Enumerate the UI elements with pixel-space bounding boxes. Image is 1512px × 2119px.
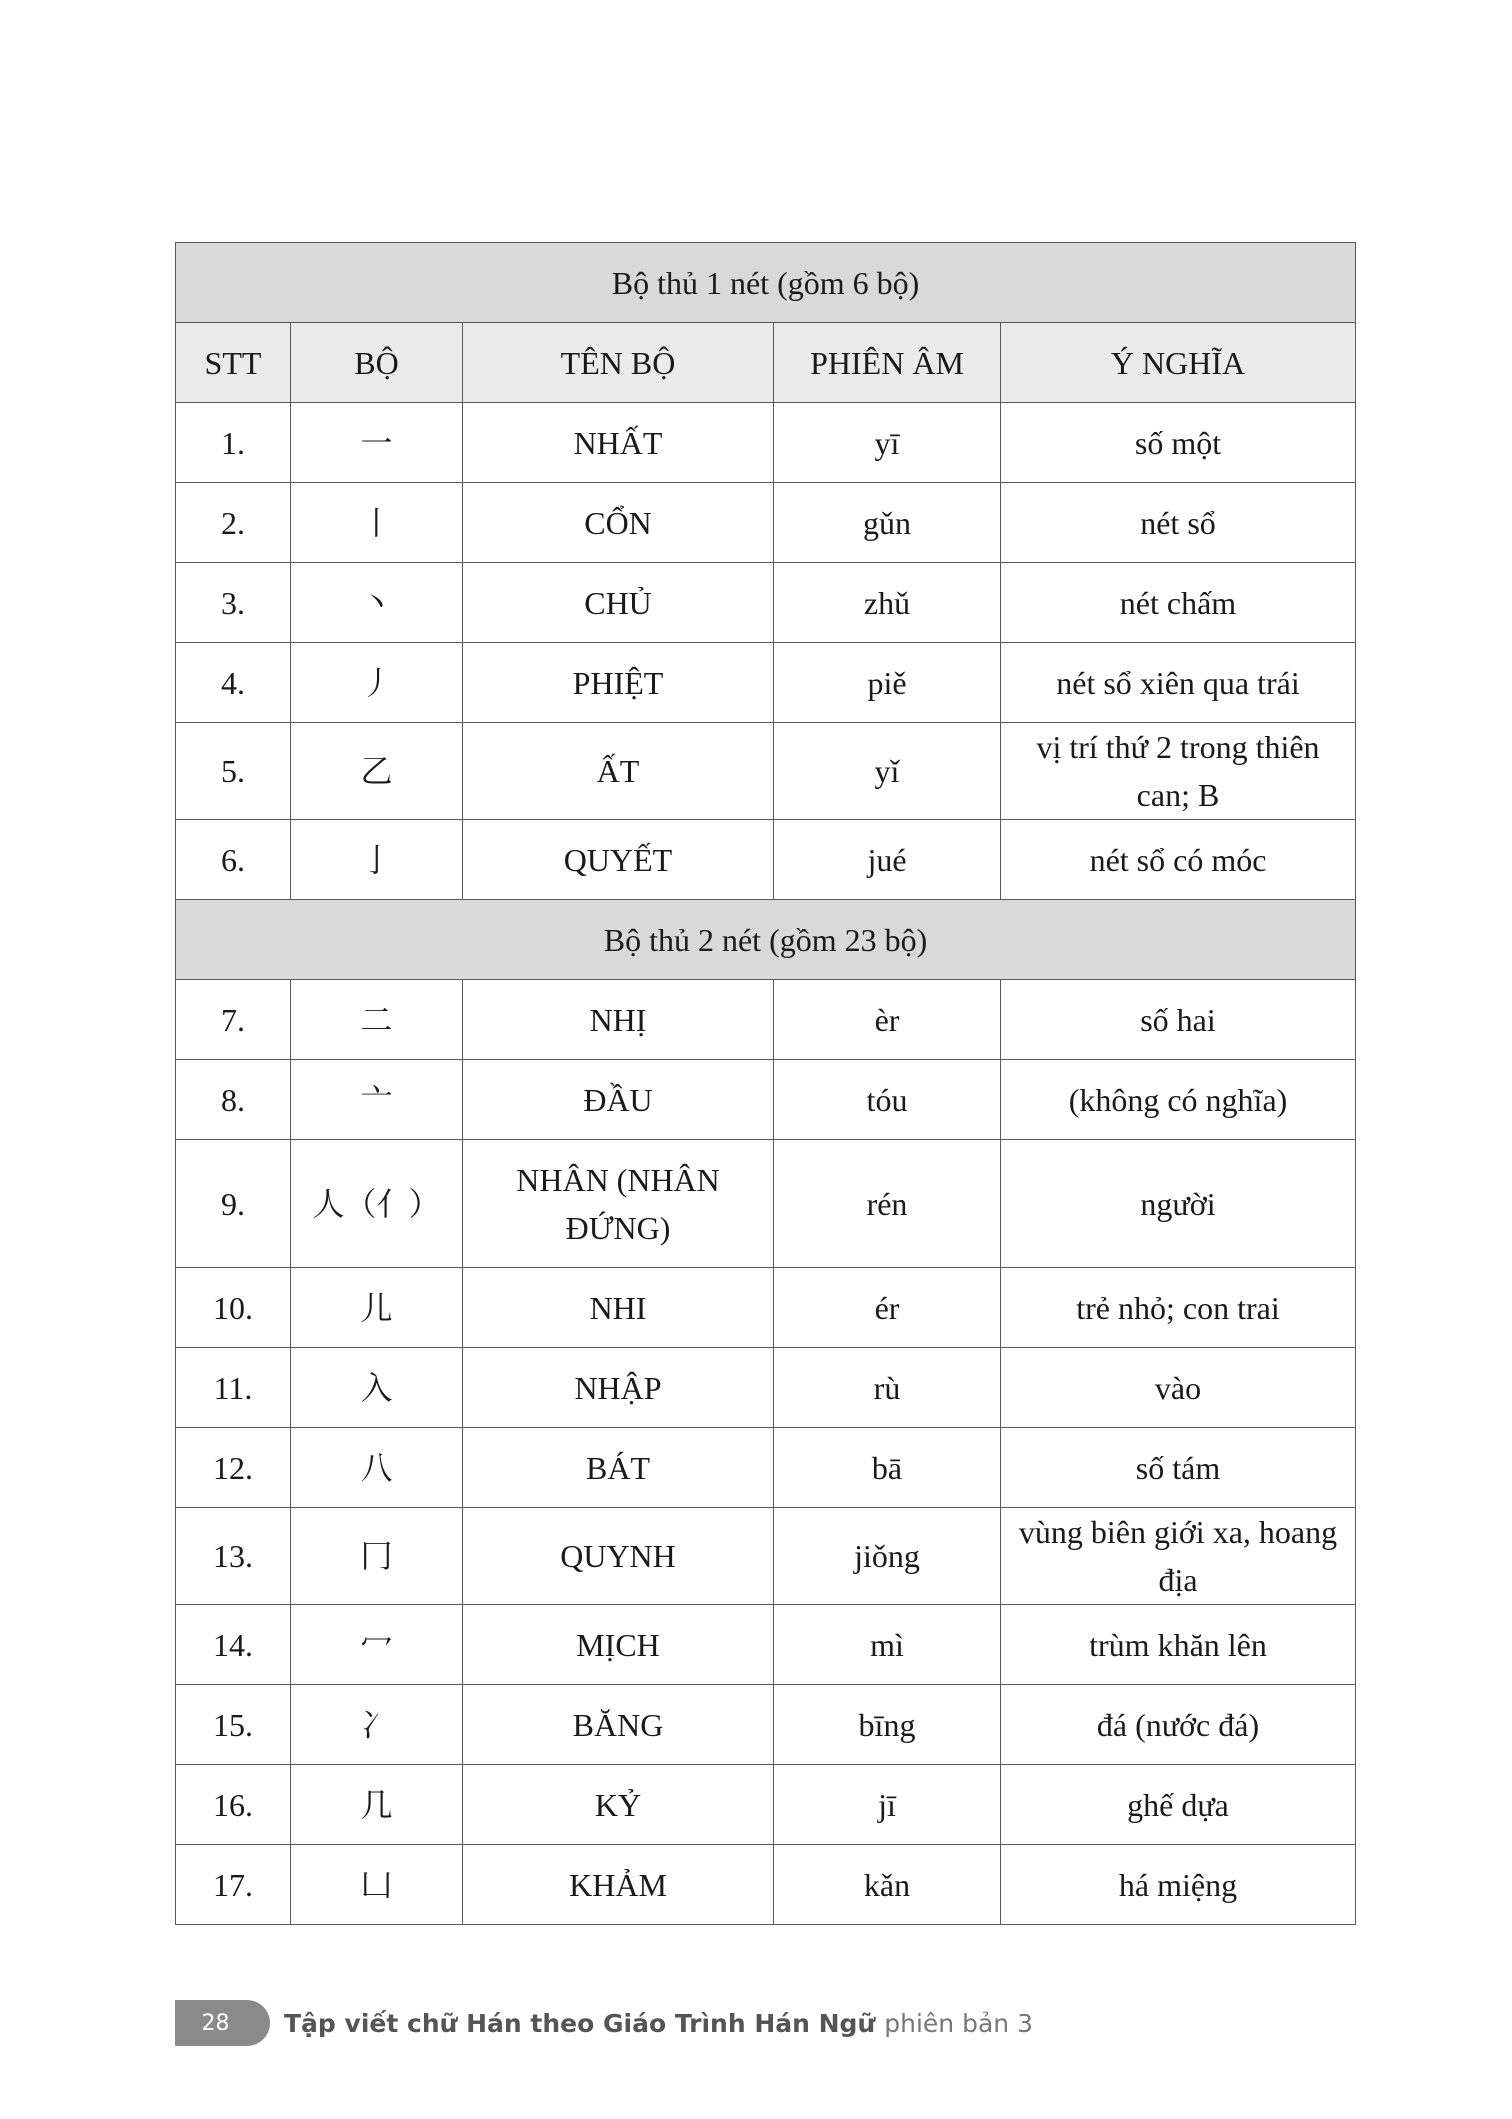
cell-name: PHIỆT <box>463 643 774 723</box>
cell-meaning: người <box>1001 1140 1356 1268</box>
cell-name: NHÂN (NHÂN ĐỨNG) <box>463 1140 774 1268</box>
cell-radical: 丿 <box>291 643 463 723</box>
cell-meaning: há miệng <box>1001 1845 1356 1925</box>
cell-pinyin: rén <box>774 1140 1001 1268</box>
cell-pinyin: bīng <box>774 1685 1001 1765</box>
cell-meaning: nét sổ <box>1001 483 1356 563</box>
cell-meaning: số một <box>1001 403 1356 483</box>
cell-stt: 10. <box>176 1268 291 1348</box>
cell-meaning: nét sổ có móc <box>1001 820 1356 900</box>
table-row <box>176 1428 1356 1508</box>
cell-radical: 丶 <box>291 563 463 643</box>
column-header-radical: BỘ <box>291 323 463 403</box>
table-row <box>176 563 1356 643</box>
cell-radical: 入 <box>291 1348 463 1428</box>
cell-name: NHẬP <box>463 1348 774 1428</box>
cell-pinyin: kǎn <box>774 1845 1001 1925</box>
cell-meaning: (không có nghĩa) <box>1001 1060 1356 1140</box>
table-row <box>176 1140 1356 1268</box>
cell-stt: 6. <box>176 820 291 900</box>
cell-name: NHỊ <box>463 980 774 1060</box>
cell-stt: 11. <box>176 1348 291 1428</box>
cell-name: BÁT <box>463 1428 774 1508</box>
cell-radical: 冖 <box>291 1605 463 1685</box>
cell-name: CỔN <box>463 483 774 563</box>
cell-pinyin: jué <box>774 820 1001 900</box>
table-row <box>176 483 1356 563</box>
column-header-meaning: Ý NGHĨA <box>1001 323 1356 403</box>
cell-pinyin: jiǒng <box>774 1508 1001 1605</box>
cell-meaning: vào <box>1001 1348 1356 1428</box>
cell-pinyin: ér <box>774 1268 1001 1348</box>
cell-stt: 1. <box>176 403 291 483</box>
section-title: Bộ thủ 2 nét (gồm 23 bộ) <box>176 900 1356 980</box>
cell-meaning: đá (nước đá) <box>1001 1685 1356 1765</box>
cell-stt: 12. <box>176 1428 291 1508</box>
cell-meaning: số tám <box>1001 1428 1356 1508</box>
cell-stt: 3. <box>176 563 291 643</box>
cell-pinyin: tóu <box>774 1060 1001 1140</box>
book-edition: phiên bản 3 <box>884 2008 1033 2038</box>
cell-name: NHI <box>463 1268 774 1348</box>
section-title: Bộ thủ 1 nét (gồm 6 bộ) <box>176 243 1356 323</box>
cell-meaning: vị trí thứ 2 trong thiên can; B <box>1001 723 1356 820</box>
cell-radical: 亠 <box>291 1060 463 1140</box>
cell-radical: 亅 <box>291 820 463 900</box>
cell-name: KỶ <box>463 1765 774 1845</box>
cell-pinyin: yī <box>774 403 1001 483</box>
cell-stt: 17. <box>176 1845 291 1925</box>
cell-radical: 冂 <box>291 1508 463 1605</box>
cell-meaning: nét chấm <box>1001 563 1356 643</box>
table-row <box>176 643 1356 723</box>
table-row <box>176 1060 1356 1140</box>
cell-name: QUYẾT <box>463 820 774 900</box>
book-title: Tập viết chữ Hán theo Giáo Trình Hán Ngữ <box>284 2008 876 2038</box>
page-number-tab <box>175 2000 270 2046</box>
cell-radical: 二 <box>291 980 463 1060</box>
page-footer <box>175 2000 1033 2046</box>
cell-pinyin: gǔn <box>774 483 1001 563</box>
column-header-stt: STT <box>176 323 291 403</box>
cell-name: NHẤT <box>463 403 774 483</box>
table-row <box>176 1268 1356 1348</box>
cell-meaning: vùng biên giới xa, hoang địa <box>1001 1508 1356 1605</box>
column-header-name: TÊN BỘ <box>463 323 774 403</box>
cell-radical: 凵 <box>291 1845 463 1925</box>
cell-stt: 4. <box>176 643 291 723</box>
table-row <box>176 1508 1356 1605</box>
cell-stt: 8. <box>176 1060 291 1140</box>
cell-pinyin: jī <box>774 1765 1001 1845</box>
cell-radical: 几 <box>291 1765 463 1845</box>
cell-meaning: số hai <box>1001 980 1356 1060</box>
cell-name: KHẢM <box>463 1845 774 1925</box>
cell-stt: 2. <box>176 483 291 563</box>
cell-pinyin: mì <box>774 1605 1001 1685</box>
cell-pinyin: èr <box>774 980 1001 1060</box>
section-header-row <box>176 900 1356 980</box>
cell-name: QUYNH <box>463 1508 774 1605</box>
cell-name: BĂNG <box>463 1685 774 1765</box>
cell-pinyin: piě <box>774 643 1001 723</box>
cell-pinyin: zhǔ <box>774 563 1001 643</box>
cell-name: ẤT <box>463 723 774 820</box>
cell-meaning: nét sổ xiên qua trái <box>1001 643 1356 723</box>
cell-radical: 乙 <box>291 723 463 820</box>
cell-name: CHỦ <box>463 563 774 643</box>
cell-meaning: trùm khăn lên <box>1001 1605 1356 1685</box>
cell-name: ĐẦU <box>463 1060 774 1140</box>
cell-stt: 5. <box>176 723 291 820</box>
cell-radical: 八 <box>291 1428 463 1508</box>
page-number: 28 <box>201 2010 230 2036</box>
cell-pinyin: yǐ <box>774 723 1001 820</box>
table-row <box>176 403 1356 483</box>
cell-name: MỊCH <box>463 1605 774 1685</box>
cell-radical: 冫 <box>291 1685 463 1765</box>
cell-pinyin: rù <box>774 1348 1001 1428</box>
table-row <box>176 1605 1356 1685</box>
radicals-table <box>175 242 1356 1925</box>
table-row <box>176 1845 1356 1925</box>
column-header-pinyin: PHIÊN ÂM <box>774 323 1001 403</box>
table-row <box>176 1685 1356 1765</box>
table-row <box>176 723 1356 820</box>
cell-stt: 15. <box>176 1685 291 1765</box>
cell-stt: 13. <box>176 1508 291 1605</box>
table-row <box>176 820 1356 900</box>
cell-stt: 7. <box>176 980 291 1060</box>
section-header-row <box>176 243 1356 323</box>
cell-meaning: ghế dựa <box>1001 1765 1356 1845</box>
cell-stt: 16. <box>176 1765 291 1845</box>
cell-stt: 14. <box>176 1605 291 1685</box>
table-row <box>176 1348 1356 1428</box>
cell-pinyin: bā <box>774 1428 1001 1508</box>
cell-radical: 丨 <box>291 483 463 563</box>
cell-radical: 儿 <box>291 1268 463 1348</box>
cell-stt: 9. <box>176 1140 291 1268</box>
cell-meaning: trẻ nhỏ; con trai <box>1001 1268 1356 1348</box>
table-row <box>176 1765 1356 1845</box>
table-row <box>176 980 1356 1060</box>
cell-radical: 人（亻） <box>291 1140 463 1268</box>
cell-radical: 一 <box>291 403 463 483</box>
column-header-row <box>176 323 1356 403</box>
